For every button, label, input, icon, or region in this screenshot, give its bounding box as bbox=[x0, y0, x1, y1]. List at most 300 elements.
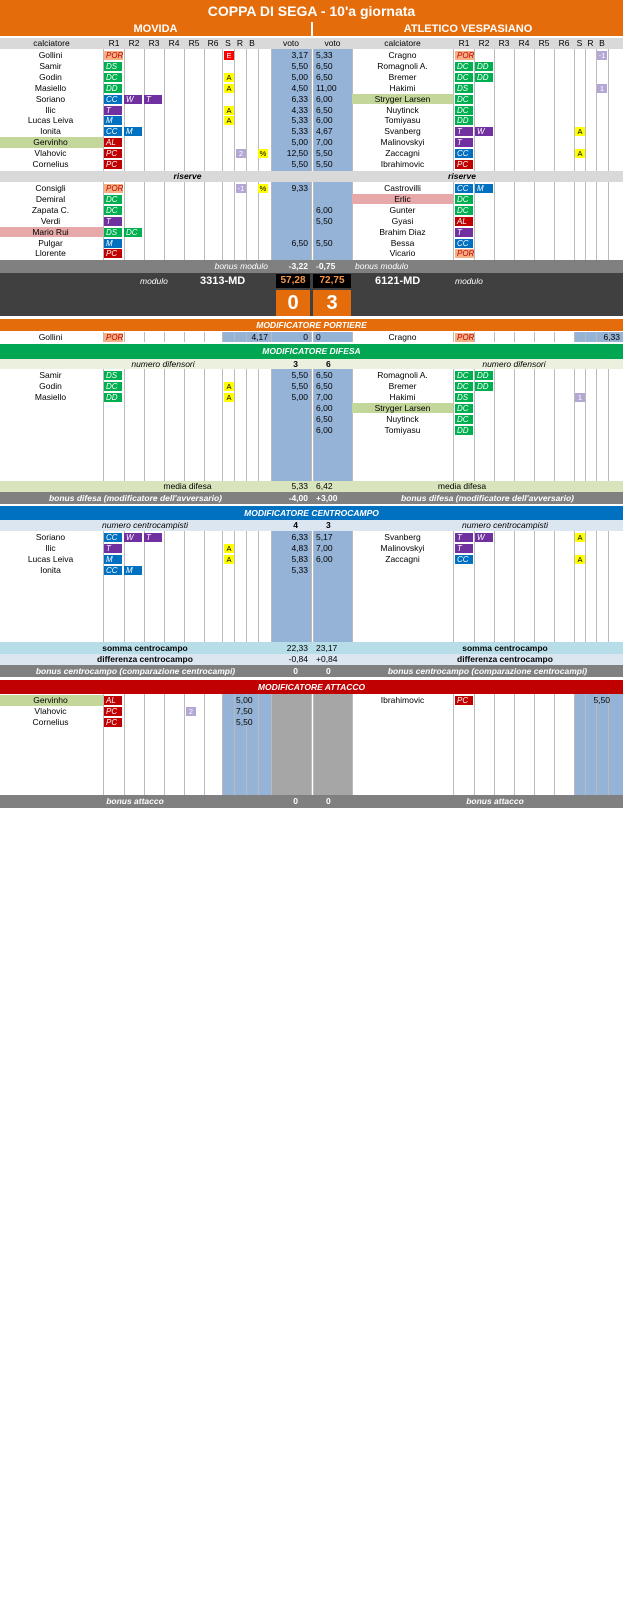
flag: A bbox=[224, 544, 234, 553]
vote: 5,50 bbox=[291, 159, 308, 169]
role-tag: DS bbox=[104, 62, 122, 71]
vote: 6,50 bbox=[316, 60, 333, 71]
vote: 5,50 bbox=[291, 60, 308, 71]
player-name: Cornelius bbox=[32, 716, 69, 727]
role-tag: PC bbox=[104, 160, 122, 169]
role-tag: AL bbox=[455, 217, 473, 226]
num-def-home: 3 bbox=[293, 359, 298, 369]
vote: 5,00 bbox=[236, 695, 253, 705]
media-label: media difesa bbox=[163, 481, 212, 491]
role-tag: CC bbox=[104, 566, 122, 575]
player-name: Llorente bbox=[35, 248, 66, 259]
role-tag: DD bbox=[104, 84, 122, 93]
diff-label: differenza centrocampo bbox=[457, 654, 553, 664]
vote: 6,50 bbox=[316, 413, 333, 424]
flag: A bbox=[224, 393, 234, 402]
flag: % bbox=[259, 184, 267, 193]
total-home: 57,28 bbox=[280, 275, 306, 286]
player-name: Nuytinck bbox=[386, 413, 419, 424]
player-name: Lucas Leiva bbox=[27, 115, 74, 126]
portiere-vote: 6,33 bbox=[603, 332, 620, 342]
role-tag: CC bbox=[455, 149, 473, 158]
player-name: Tomiyasu bbox=[384, 115, 421, 126]
modulo-away: 6121-MD bbox=[375, 275, 421, 287]
player-name: Vlahovic bbox=[34, 705, 67, 716]
role-tag: PC bbox=[455, 696, 473, 705]
role-tag: DC bbox=[124, 228, 142, 237]
role-tag: W bbox=[475, 533, 493, 542]
player-name: Ibrahimovic bbox=[380, 159, 425, 169]
header-cell: B bbox=[599, 38, 605, 48]
header-row bbox=[0, 38, 623, 49]
role-tag: POR bbox=[457, 51, 475, 60]
header-cell: S bbox=[576, 38, 583, 48]
vote bbox=[271, 216, 308, 227]
reserve-label: riserve bbox=[448, 171, 476, 181]
role-tag: DC bbox=[455, 206, 473, 215]
difesa-header-title: MODIFICATORE DIFESA bbox=[262, 346, 361, 356]
header-cell: R6 bbox=[558, 38, 570, 48]
portiere-bonus: 0 bbox=[316, 332, 321, 342]
player-name: Ionita bbox=[40, 126, 61, 137]
vote: 7,00 bbox=[316, 137, 333, 148]
flag: A bbox=[224, 106, 234, 115]
vote: 5,50 bbox=[593, 695, 610, 705]
diff-label: differenza centrocampo bbox=[97, 654, 193, 664]
player-row bbox=[0, 205, 623, 216]
num-cen-label: numero centrocampisti bbox=[462, 520, 548, 530]
vote: 11,00 bbox=[316, 82, 337, 93]
role-tag: T bbox=[104, 106, 122, 115]
player-row bbox=[0, 159, 623, 170]
flag: A bbox=[224, 116, 234, 125]
role-tag: DC bbox=[455, 415, 473, 424]
vote: 3,17 bbox=[291, 50, 308, 60]
player-name: Hakimi bbox=[389, 391, 416, 402]
player-name: Malinovskyi bbox=[380, 137, 425, 148]
header-cell: voto bbox=[324, 38, 341, 48]
header-cell: calciatore bbox=[33, 38, 70, 48]
role-tag: DD bbox=[475, 382, 493, 391]
bonus-att-home: 0 bbox=[293, 796, 298, 806]
vote: 5,50 bbox=[316, 159, 333, 169]
vote: 5,33 bbox=[291, 564, 308, 575]
player-name: Hakimi bbox=[389, 82, 416, 93]
player-row bbox=[0, 183, 623, 194]
total-away: 72,75 bbox=[319, 275, 345, 286]
player-row bbox=[0, 137, 623, 148]
player-name: Nuytinck bbox=[386, 104, 419, 115]
role-tag: DC bbox=[455, 106, 473, 115]
bonus-difesa-label: bonus difesa (modificatore dell'avversario) bbox=[400, 493, 574, 503]
role-tag: CC bbox=[104, 533, 122, 542]
role-tag: DD bbox=[475, 62, 493, 71]
vote: 5,50 bbox=[316, 148, 333, 159]
role-tag: PC bbox=[104, 249, 122, 258]
role-tag: POR bbox=[457, 333, 475, 342]
player-name: Stryger Larsen bbox=[374, 93, 431, 104]
role-tag: DS bbox=[455, 84, 473, 93]
bonus-att-label: bonus attacco bbox=[466, 796, 524, 806]
player-name: Soriano bbox=[35, 532, 66, 542]
role-tag: W bbox=[124, 533, 142, 542]
player-name: Zapata C. bbox=[31, 204, 70, 215]
role-tag: DC bbox=[455, 404, 473, 413]
somma-away: 23,17 bbox=[316, 643, 338, 653]
player-name: Romagnoli A. bbox=[377, 370, 428, 380]
vote: 5,00 bbox=[291, 391, 308, 402]
vote: 5,00 bbox=[291, 137, 308, 148]
player-row bbox=[0, 83, 623, 94]
player-row bbox=[0, 248, 623, 259]
role-tag: M bbox=[124, 566, 142, 575]
player-name: Zaccagni bbox=[385, 553, 420, 564]
role-tag: T bbox=[104, 544, 122, 553]
vote bbox=[316, 227, 350, 238]
bonus-modulo-label: bonus modulo bbox=[214, 261, 268, 271]
role-tag: DD bbox=[455, 116, 473, 125]
player-row bbox=[0, 148, 623, 159]
player-name: Castrovilli bbox=[384, 183, 421, 193]
flag: % bbox=[259, 149, 267, 159]
flag: 1 bbox=[575, 393, 585, 402]
vote: 6,50 bbox=[316, 104, 333, 115]
player-name: Svanberg bbox=[384, 532, 421, 542]
player-row bbox=[0, 115, 623, 126]
vote: 5,00 bbox=[291, 71, 308, 82]
role-tag: DD bbox=[475, 371, 493, 380]
somma-home: 22,33 bbox=[286, 643, 308, 653]
portiere-bonus: 0 bbox=[303, 332, 308, 342]
flag: 1 bbox=[597, 84, 607, 93]
bonus-cen-label: bonus centrocampo (comparazione centrocampi) bbox=[387, 666, 588, 676]
portiere-row bbox=[0, 332, 623, 343]
player-name: Bremer bbox=[388, 380, 417, 391]
vote: 4,33 bbox=[291, 104, 308, 115]
flag: A bbox=[224, 73, 234, 82]
score-bar bbox=[0, 289, 623, 316]
role-tag: CC bbox=[104, 95, 122, 104]
header-cell: R4 bbox=[518, 38, 530, 48]
role-tag: DC bbox=[455, 62, 473, 71]
bonus-modulo-away: -0,75 bbox=[316, 261, 336, 271]
vote bbox=[316, 194, 350, 205]
modulo-label: modulo bbox=[455, 276, 483, 286]
vote: 6,00 bbox=[316, 93, 333, 104]
header-cell: calciatore bbox=[384, 38, 421, 48]
player-row bbox=[0, 414, 623, 425]
num-def-label: numero difensori bbox=[131, 359, 195, 369]
role-tag: AL bbox=[104, 138, 122, 147]
vote bbox=[316, 248, 350, 259]
header-cell: R bbox=[236, 38, 244, 48]
player-row bbox=[0, 706, 623, 717]
player-name: Masiello bbox=[34, 391, 67, 402]
vote: 5,50 bbox=[316, 237, 333, 248]
flag: -1 bbox=[598, 51, 606, 60]
player-row bbox=[0, 105, 623, 116]
player-name: Erlic bbox=[394, 193, 411, 204]
flag: E bbox=[224, 51, 234, 60]
vote: 5,33 bbox=[316, 50, 333, 60]
somma-label: somma centrocampo bbox=[462, 643, 548, 653]
player-row bbox=[0, 403, 623, 414]
modulo-home: 3313-MD bbox=[200, 275, 246, 287]
vote: 9,33 bbox=[291, 183, 308, 193]
flag: A bbox=[575, 127, 585, 136]
vote: 7,50 bbox=[236, 705, 253, 716]
role-tag: CC bbox=[104, 127, 122, 136]
vote: 5,50 bbox=[291, 370, 308, 380]
role-tag: T bbox=[144, 533, 162, 542]
role-tag: T bbox=[104, 217, 122, 226]
header-cell: B bbox=[249, 38, 255, 48]
role-tag: CC bbox=[455, 555, 473, 564]
header-cell: voto bbox=[282, 38, 300, 48]
portiere-vote: 4,17 bbox=[251, 332, 268, 342]
vote: 6,33 bbox=[291, 532, 308, 542]
vote bbox=[316, 183, 350, 194]
player-name: Romagnoli A. bbox=[377, 60, 428, 71]
role-tag: DS bbox=[104, 228, 122, 237]
header-cell: R3 bbox=[148, 38, 160, 48]
vote: 5,50 bbox=[291, 380, 308, 391]
player-name: Mario Rui bbox=[32, 226, 69, 237]
vote: 5,33 bbox=[291, 115, 308, 126]
role-tag: PC bbox=[104, 707, 122, 716]
role-tag: T bbox=[455, 533, 473, 542]
vote: 5,50 bbox=[236, 716, 253, 727]
player-name: Lucas Leiva bbox=[27, 553, 74, 564]
header-cell: R6 bbox=[207, 38, 219, 48]
vote: 5,33 bbox=[291, 126, 308, 137]
header-cell: R3 bbox=[498, 38, 510, 48]
vote: 6,50 bbox=[316, 71, 333, 82]
player-row bbox=[0, 50, 623, 61]
flag: -1 bbox=[237, 184, 245, 193]
player-name: Demiral bbox=[35, 193, 66, 204]
player-row bbox=[0, 543, 623, 554]
role-tag: DD bbox=[475, 73, 493, 82]
bonus-difesa-label: bonus difesa (modificatore dell'avversario) bbox=[48, 493, 222, 503]
header-cell: R2 bbox=[128, 38, 140, 48]
player-name: Gervinho bbox=[33, 137, 68, 148]
vote bbox=[271, 205, 308, 216]
num-cen-label: numero centrocampisti bbox=[102, 520, 188, 530]
vote: 6,00 bbox=[316, 204, 333, 215]
role-tag: CC bbox=[455, 184, 473, 193]
player-row bbox=[0, 238, 623, 249]
player-row bbox=[0, 695, 623, 706]
bonus-modulo-bar bbox=[0, 260, 623, 273]
bonus-difesa-home: -4,00 bbox=[288, 493, 308, 503]
flag: A bbox=[575, 149, 585, 158]
role-tag: W bbox=[124, 95, 142, 104]
role-tag: T bbox=[455, 127, 473, 136]
player-row bbox=[0, 94, 623, 105]
player-name: Godin bbox=[39, 71, 62, 82]
role-tag: PC bbox=[455, 160, 473, 169]
role-tag: PC bbox=[104, 149, 122, 158]
player-name: Bremer bbox=[388, 71, 417, 82]
bonus-modulo-home: -3,22 bbox=[288, 261, 308, 271]
player-name: Zaccagni bbox=[385, 148, 420, 159]
bonus-cen-label: bonus centrocampo (comparazione centrocampi) bbox=[35, 666, 236, 676]
media-label: media difesa bbox=[437, 481, 487, 491]
header-cell: R5 bbox=[188, 38, 200, 48]
vote bbox=[271, 227, 308, 238]
role-tag: M bbox=[124, 127, 142, 136]
role-tag: DC bbox=[104, 195, 122, 204]
flag: 2 bbox=[186, 707, 196, 716]
player-name: Vicario bbox=[389, 248, 416, 259]
player-name: Ilic bbox=[45, 542, 56, 553]
role-tag: W bbox=[475, 127, 493, 136]
player-row bbox=[0, 61, 623, 72]
role-tag: DC bbox=[455, 195, 473, 204]
player-name: Bessa bbox=[390, 237, 415, 248]
vote: 6,00 bbox=[316, 424, 333, 435]
vote: 5,17 bbox=[316, 532, 333, 542]
player-name: Ilic bbox=[45, 104, 56, 115]
bonus-att-away: 0 bbox=[326, 796, 331, 806]
vote: 12,50 bbox=[286, 148, 308, 159]
vote: 6,00 bbox=[316, 115, 333, 126]
role-tag: T bbox=[455, 544, 473, 553]
player-name: Svanberg bbox=[384, 126, 421, 137]
player-name: Consigli bbox=[35, 183, 66, 193]
player-name: Cragno bbox=[388, 50, 417, 60]
vote: 6,33 bbox=[291, 93, 308, 104]
player-row bbox=[0, 554, 623, 565]
player-name: Gollini bbox=[38, 50, 63, 60]
vote: 4,50 bbox=[291, 82, 308, 93]
player-name: Samir bbox=[39, 370, 62, 380]
vote: 6,00 bbox=[316, 553, 333, 564]
role-tag: M bbox=[104, 116, 122, 125]
player-name: Stryger Larsen bbox=[374, 402, 431, 413]
role-tag: T bbox=[144, 95, 162, 104]
role-tag: DC bbox=[455, 371, 473, 380]
player-name: Samir bbox=[39, 60, 62, 71]
role-tag: DC bbox=[104, 382, 122, 391]
num-def-away: 6 bbox=[326, 359, 331, 369]
header-cell: R1 bbox=[458, 38, 470, 48]
media-home: 5,33 bbox=[291, 481, 308, 491]
modulo-label: modulo bbox=[140, 276, 168, 286]
role-tag: AL bbox=[104, 696, 122, 705]
bonus-cen-away: 0 bbox=[326, 666, 331, 676]
vote: 6,50 bbox=[316, 380, 333, 391]
player-name: Ibrahimovic bbox=[380, 695, 425, 705]
num-cen-home: 4 bbox=[293, 520, 298, 530]
vote: 5,50 bbox=[316, 215, 333, 226]
vote bbox=[271, 248, 308, 259]
bonus-modulo-label: bonus modulo bbox=[355, 261, 409, 271]
player-name: Malinovskyi bbox=[380, 542, 425, 553]
role-tag: DD bbox=[104, 393, 122, 402]
player-row bbox=[0, 126, 623, 137]
player-name: Gyasi bbox=[391, 215, 414, 226]
role-tag: POR bbox=[106, 51, 124, 60]
player-name: Gunter bbox=[389, 204, 416, 215]
role-tag: DS bbox=[455, 393, 473, 402]
score-home: 0 bbox=[287, 292, 299, 314]
role-tag: T bbox=[455, 138, 473, 147]
player-name: Vlahovic bbox=[34, 148, 67, 159]
bonus-cen-home: 0 bbox=[293, 666, 298, 676]
flag: A bbox=[224, 382, 234, 391]
vote: 6,00 bbox=[316, 402, 333, 413]
player-row bbox=[0, 392, 623, 403]
flag: A bbox=[224, 84, 234, 93]
player-name: Ionita bbox=[40, 564, 61, 575]
role-tag: CC bbox=[455, 239, 473, 248]
role-tag: DC bbox=[104, 73, 122, 82]
score-away: 3 bbox=[326, 292, 338, 314]
role-tag: POR bbox=[457, 249, 475, 259]
vote: 7,00 bbox=[316, 542, 333, 553]
vote bbox=[271, 194, 308, 205]
role-tag: POR bbox=[106, 184, 124, 193]
role-tag: M bbox=[475, 184, 493, 193]
flag: A bbox=[575, 555, 585, 564]
header-cell: R5 bbox=[538, 38, 550, 48]
centrocampo-header-title: MODIFICATORE CENTROCAMPO bbox=[244, 508, 379, 518]
vote: 6,50 bbox=[291, 237, 308, 248]
header-cell: S bbox=[225, 38, 231, 48]
player-name: Pulgar bbox=[38, 237, 63, 248]
player-row bbox=[0, 370, 623, 381]
player-name: Masiello bbox=[34, 82, 67, 93]
media-away: 6,42 bbox=[316, 481, 333, 491]
player-row bbox=[0, 194, 623, 205]
somma-label: somma centrocampo bbox=[102, 643, 188, 653]
num-cen-away: 3 bbox=[326, 520, 331, 530]
portieri-header-title: MODIFICATORE PORTIERE bbox=[256, 320, 367, 330]
role-tag: DC bbox=[455, 382, 473, 391]
role-tag: PC bbox=[104, 718, 122, 727]
flag: A bbox=[575, 533, 585, 542]
num-def-label: numero difensori bbox=[482, 359, 546, 369]
role-tag: T bbox=[455, 228, 473, 237]
flag: 2 bbox=[236, 149, 246, 158]
player-name: Verdi bbox=[40, 215, 61, 226]
vote: 4,67 bbox=[316, 126, 333, 137]
player-row bbox=[0, 425, 623, 436]
portiere-name: Cragno bbox=[388, 332, 417, 342]
bonus-difesa-away: +3,00 bbox=[316, 493, 338, 503]
header-cell: R bbox=[587, 38, 594, 48]
player-name: Gervinho bbox=[33, 695, 68, 705]
header-cell: R4 bbox=[168, 38, 180, 48]
reserve-label: riserve bbox=[173, 171, 202, 181]
header-cell: R1 bbox=[108, 38, 120, 48]
role-tag: POR bbox=[106, 333, 124, 342]
vote: 4,83 bbox=[291, 542, 308, 553]
vote: 7,00 bbox=[316, 391, 333, 402]
attacco-header-title: MODIFICATORE ATTACCO bbox=[257, 682, 366, 692]
flag: A bbox=[224, 555, 234, 564]
player-row bbox=[0, 227, 623, 238]
modulo-bar bbox=[0, 273, 623, 289]
role-tag: DC bbox=[104, 206, 122, 215]
vote: 6,50 bbox=[316, 370, 333, 380]
role-tag: DS bbox=[104, 371, 122, 380]
player-name: Soriano bbox=[35, 93, 66, 104]
player-row bbox=[0, 216, 623, 227]
header-cell: R2 bbox=[478, 38, 490, 48]
